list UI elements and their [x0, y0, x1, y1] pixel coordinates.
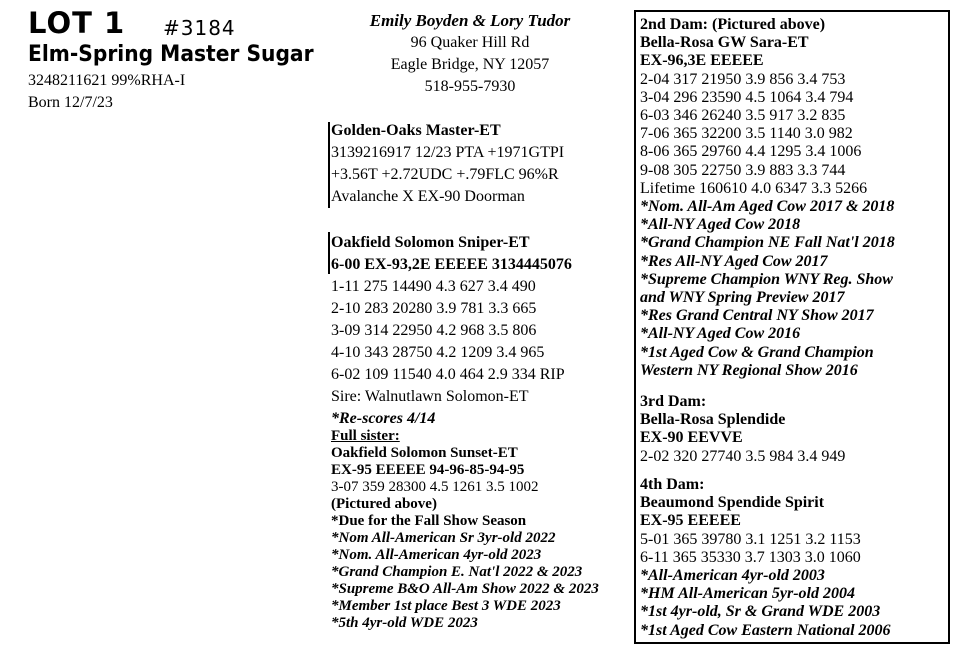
second-dam-record: 8-06 365 29760 4.4 1295 3.4 1006 — [640, 143, 862, 161]
sister-honor: *Supreme B&O All-Am Show 2022 & 2023 — [331, 581, 599, 597]
owner-block — [340, 10, 600, 98]
second-dam-name: Bella-Rosa GW Sara-ET — [640, 34, 809, 52]
second-dam-honor: *Res Grand Central NY Show 2017 — [640, 307, 874, 325]
second-dam-record: 2-04 317 21950 3.9 856 3.4 753 — [640, 70, 846, 88]
sister-record: 3-07 359 28300 4.5 1261 3.5 1002 — [331, 479, 539, 495]
second-dam-classification: EX-96,3E EEEEE — [640, 52, 764, 70]
second-dam-honor: Western NY Regional Show 2016 — [640, 361, 858, 379]
dam-record: 3-09 314 22950 4.2 968 3.5 806 — [331, 322, 537, 339]
second-dam-honor: *Nom. All-Am Aged Cow 2017 & 2018 — [640, 198, 895, 216]
owner-city: Eagle Bridge, NY 12057 — [390, 56, 550, 73]
sister-honor: *Nom All-American Sr 3yr-old 2022 — [331, 530, 556, 546]
owner-name: Emily Boyden & Lory Tudor — [369, 11, 571, 30]
second-dam-record: 3-04 296 23590 4.5 1064 3.4 794 — [640, 88, 854, 106]
sire-line: +3.56T +2.72UDC +.79FLC 96%R — [331, 166, 559, 183]
dam-record: 1-11 275 14490 4.3 627 3.4 490 — [331, 278, 536, 295]
second-dam-honor: *1st Aged Cow & Grand Champion — [640, 343, 874, 361]
sister-honor: *Nom. All-American 4yr-old 2023 — [331, 547, 542, 563]
dam-sire: Sire: Walnutlawn Solomon-ET — [331, 388, 529, 405]
dam-rescores: *Re-scores 4/14 — [331, 410, 436, 427]
third-dam-name: Bella-Rosa Splendide — [640, 411, 786, 429]
dam-record: 6-02 109 11540 4.0 464 2.9 334 RIP — [331, 366, 565, 383]
fourth-dam-honor: *1st 4yr-old, Sr & Grand WDE 2003 — [640, 603, 881, 621]
dam-bracket-line — [328, 232, 330, 274]
second-dam-honor: *All-NY Aged Cow 2016 — [640, 325, 801, 343]
sire-bracket-line — [328, 122, 330, 208]
owner-street: 96 Quaker Hill Rd — [410, 34, 530, 51]
fourth-dam-heading: 4th Dam: — [640, 476, 705, 493]
owner-phone: 518-955-7930 — [424, 78, 516, 95]
fourth-dam-record: 5-01 365 39780 3.1 1251 3.2 1153 — [640, 530, 861, 548]
fourth-dam-classification: EX-95 EEEEE — [640, 512, 741, 530]
third-dam-heading: 3rd Dam: — [640, 393, 707, 410]
sire-line: 3139216917 12/23 PTA +1971GTPI — [331, 144, 565, 161]
second-dam-honor: *Res All-NY Aged Cow 2017 — [640, 252, 828, 270]
lot-label: LOT 1 — [28, 6, 126, 40]
sire-block — [331, 120, 564, 208]
sister-pictured: (Pictured above) — [331, 496, 437, 512]
second-dam-honor: *Supreme Champion WNY Reg. Show — [640, 270, 893, 288]
dam-classification: 6-00 EX-93,2E EEEEE 3134445076 — [331, 256, 572, 273]
animal-name: Elm-Spring Master Sugar — [28, 42, 314, 67]
fourth-dam-honor: *HM All-American 5yr-old 2004 — [640, 585, 855, 603]
second-dam-lifetime: Lifetime 160610 4.0 6347 3.3 5266 — [640, 179, 868, 197]
second-dam-honor: *All-NY Aged Cow 2018 — [640, 216, 801, 234]
second-dam-block — [640, 16, 895, 380]
fourth-dam-honor: *1st Aged Cow Eastern National 2006 — [640, 621, 891, 639]
dam-record: 2-10 283 20280 3.9 781 3.3 665 — [331, 300, 537, 317]
sister-honor: *5th 4yr-old WDE 2023 — [331, 615, 478, 631]
third-dam-record: 2-02 320 27740 3.5 984 3.4 949 — [640, 447, 846, 465]
full-sister-label: Full sister: — [331, 428, 400, 444]
sister-honor: *Grand Champion E. Nat'l 2022 & 2023 — [331, 564, 583, 580]
lot-number: #3184 — [163, 16, 236, 40]
dam-record: 4-10 343 28750 4.2 1209 3.4 965 — [331, 344, 545, 361]
sister-classification: EX-95 EEEEE 94-96-85-94-95 — [331, 462, 525, 478]
second-dam-heading: 2nd Dam: (Pictured above) — [640, 16, 826, 33]
fourth-dam-record: 6-11 365 35330 3.7 1303 3.0 1060 — [640, 548, 861, 566]
third-dam-classification: EX-90 EEVVE — [640, 429, 743, 447]
sister-name: Oakfield Solomon Sunset-ET — [331, 445, 518, 461]
fourth-dam-name: Beaumond Spendide Spirit — [640, 494, 825, 512]
full-sister-block — [331, 428, 599, 632]
fourth-dam-honor: *All-American 4yr-old 2003 — [640, 567, 825, 585]
fourth-dam-block — [640, 476, 891, 640]
third-dam-block — [640, 393, 845, 466]
second-dam-record: 9-08 305 22750 3.9 883 3.3 744 — [640, 161, 846, 179]
second-dam-record: 7-06 365 32200 3.5 1140 3.0 982 — [640, 125, 853, 143]
dam-block — [331, 232, 572, 430]
second-dam-record: 6-03 346 26240 3.5 917 3.2 835 — [640, 107, 846, 125]
sire-name: Golden-Oaks Master-ET — [331, 122, 501, 139]
sire-line: Avalanche X EX-90 Doorman — [331, 188, 525, 205]
sister-honor: *Member 1st place Best 3 WDE 2023 — [331, 598, 561, 614]
registration-line: 3248211621 99%RHA-I — [28, 72, 186, 89]
dam-name: Oakfield Solomon Sniper-ET — [331, 234, 530, 251]
sister-due: *Due for the Fall Show Season — [331, 513, 527, 529]
second-dam-honor: *Grand Champion NE Fall Nat'l 2018 — [640, 234, 895, 252]
birth-date: Born 12/7/23 — [28, 94, 113, 111]
second-dam-honor: and WNY Spring Preview 2017 — [640, 289, 845, 307]
